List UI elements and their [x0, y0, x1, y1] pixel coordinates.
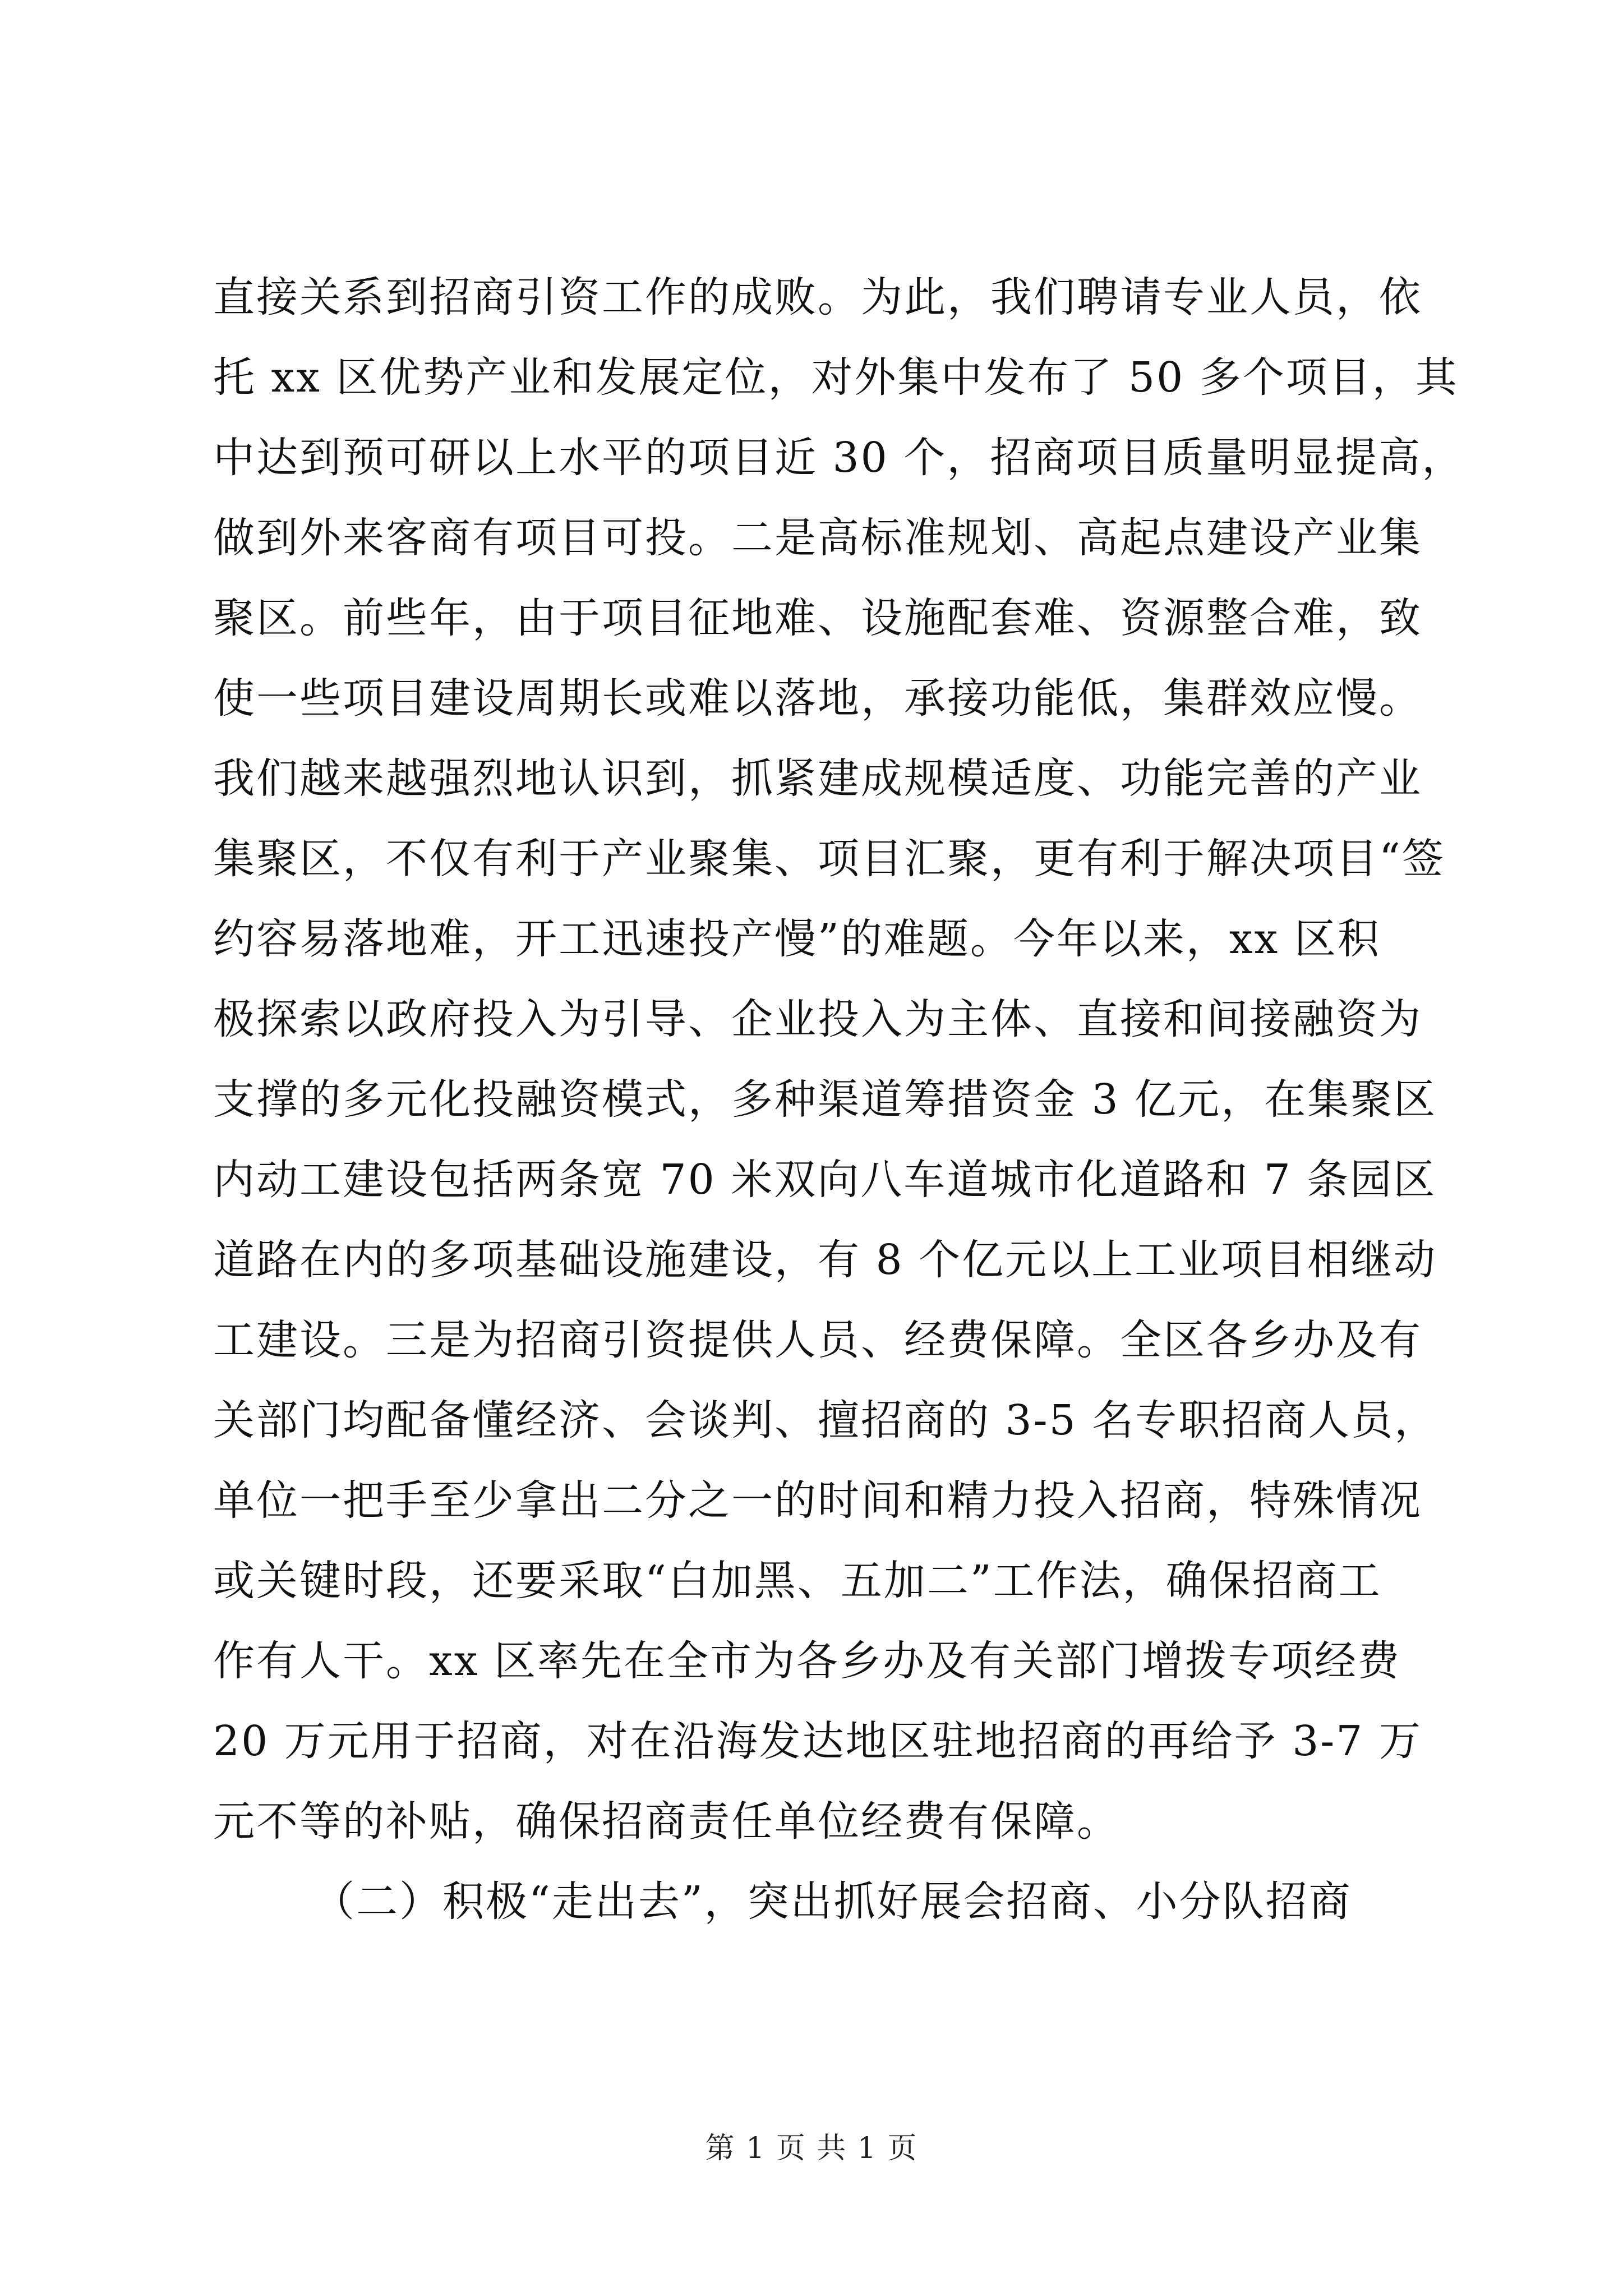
paragraph-line: 工建设。三是为招商引资提供人员、经费保障。全区各乡办及有 [213, 1316, 1422, 1364]
paragraph-line: 作有人干。xx 区率先在全市为各乡办及有关部门增拨专项经费 [213, 1637, 1401, 1685]
paragraph-line: 直接关系到招商引资工作的成败。为此，我们聘请专业人员，依 [213, 273, 1422, 321]
paragraph-line: 单位一把手至少拿出二分之一的时间和精力投入招商，特殊情况 [213, 1476, 1422, 1525]
paragraph-line: 使一些项目建设周期长或难以落地，承接功能低，集群效应慢。 [213, 674, 1422, 723]
paragraph-line: 约容易落地难，开工迅速投产慢”的难题。今年以来，xx 区积 [213, 915, 1381, 963]
paragraph-line: 托 xx 区优势产业和发展定位，对外集中发布了 50 多个项目，其 [213, 353, 1459, 402]
paragraph-line: 或关键时段，还要采取“白加黑、五加二”工作法，确保招商工 [213, 1557, 1382, 1605]
paragraph-line: 关部门均配备懂经济、会谈判、擅招商的 3-5 名专职招商人员， [213, 1396, 1438, 1444]
paragraph-line: 支撑的多元化投融资模式，多种渠道筹措资金 3 亿元，在集聚区 [213, 1075, 1437, 1124]
paragraph-line: 聚区。前些年，由于项目征地难、设施配套难、资源整合难，致 [213, 594, 1422, 642]
paragraph-line: 我们越来越强烈地认识到，抓紧建成规模适度、功能完善的产业 [213, 754, 1422, 803]
paragraph-line: 极探索以政府投入为引导、企业投入为主体、直接和间接融资为 [213, 995, 1422, 1043]
paragraph-line: 内动工建设包括两条宽 70 米双向八车道城市化道路和 7 条园区 [213, 1156, 1437, 1204]
paragraph-line: 中达到预可研以上水平的项目近 30 个，招商项目质量明显提高， [213, 434, 1465, 482]
section-heading: （二）积极“走出去”，突出抓好展会招商、小分队招商 [313, 1878, 1352, 1926]
paragraph-line: 道路在内的多项基础设施建设，有 8 个亿元以上工业项目相继动 [213, 1236, 1437, 1284]
paragraph-line: 集聚区，不仅有利于产业聚集、项目汇聚，更有利于解决项目“签 [213, 835, 1445, 883]
paragraph-line: 20 万元用于招商，对在沿海发达地区驻地招商的再给予 3-7 万 [213, 1717, 1422, 1765]
paragraph-line: 元不等的补贴，确保招商责任单位经费有保障。 [213, 1797, 1120, 1846]
page-footer: 第 1 页 共 1 页 [705, 2132, 918, 2165]
paragraph-line: 做到外来客商有项目可投。二是高标准规划、高起点建设产业集 [213, 514, 1422, 562]
